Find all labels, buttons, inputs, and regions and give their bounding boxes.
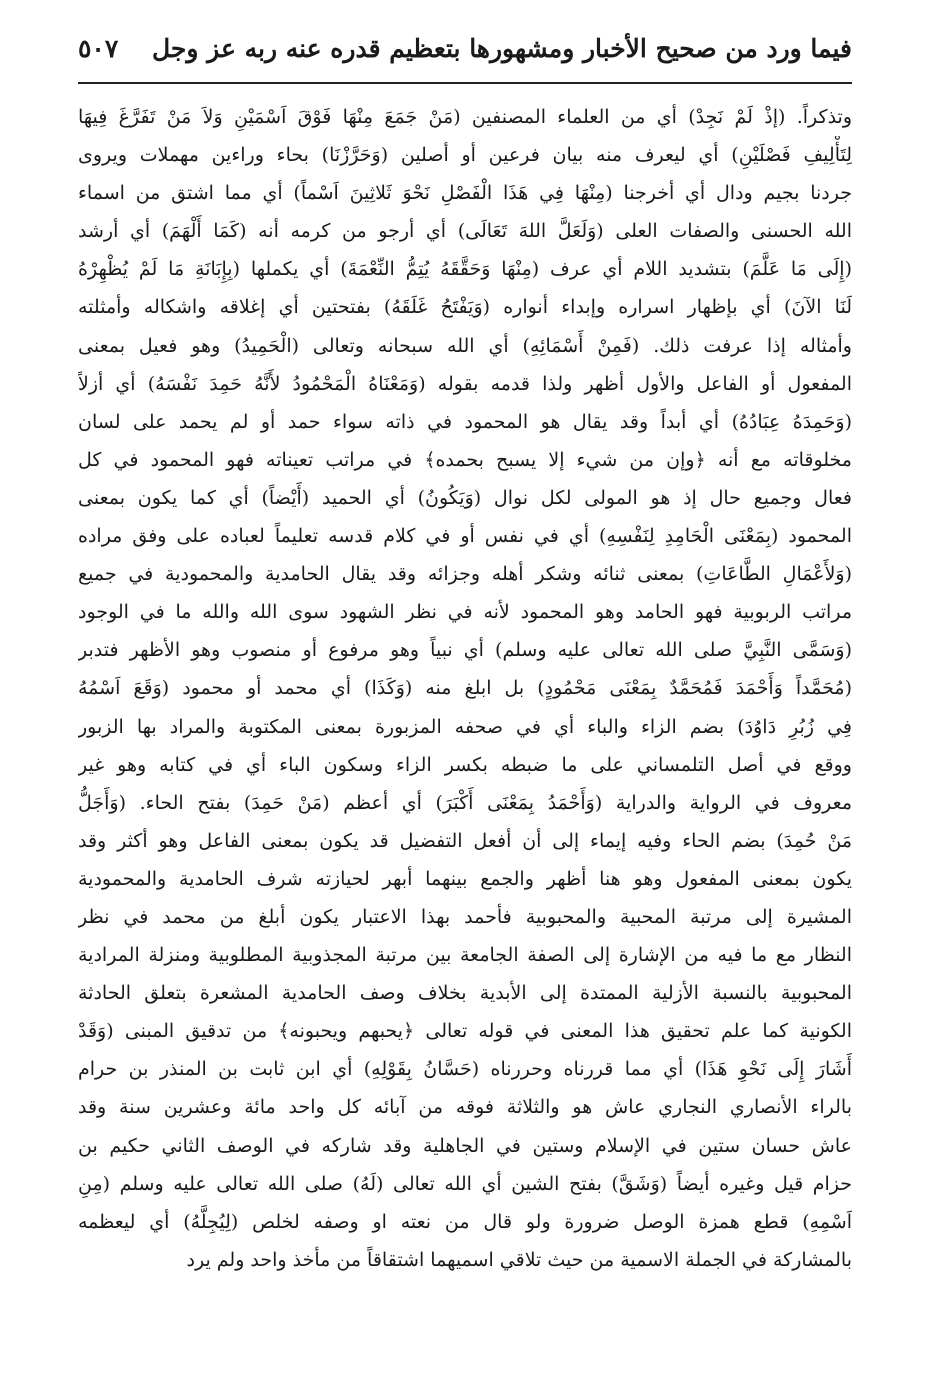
text-line: بالمشاركة في الجملة الاسمية من حيث تلاقي اسميهما اشتقاقاً من مأخذ واحد ولم يرد [186, 1248, 852, 1271]
text-line: مخلوقاته مع أنه ﴿وإن من شيء إلا يسبح بحمده﴾ في مراتب تعيناته فهو المحمود في كل [78, 448, 852, 471]
text-line: المحبوبية بالنسبة الأزلية الممتدة إلى الأبدية بخلاف وصف الحامدية المشعرة بتعلق الحادثة [78, 982, 852, 1005]
text-line: ووقع في أصل التلمساني على ما ضبطه بكسر الزاء وسكون الباء أي في كتابه وهو غير [78, 753, 852, 776]
text-line: (وَلأَعْمَالِ الطَّاعَاتِ) بمعنى ثنائه وشكر أهله وجزائه وقد يقال الحامدية والمحمودية في جميع [78, 563, 852, 586]
text-line: اَسْمِهِ) قطع همزة الوصل ضرورة ولو قال من نعته او وصفه لخلص (لِيُجِلَّهُ) أي ليعظمه [78, 1210, 852, 1233]
text-line: (إِلَى مَا عَلَّمَ) بتشديد اللام أي عرف (مِنْهَا وَحَقَّقَهُ يُتِمُّ النِّعْمَةَ) أي يكملها (بِإِبَانَةِ مَا لَمْ يُظْهِرْهُ [78, 258, 852, 281]
body-text [78, 98, 852, 1279]
running-header [78, 34, 852, 78]
text-line: وتذكراً. (إذْ لَمْ نَجِدْ) أي من العلماء المصنفين (مَنْ جَمَعَ مِنْهَا فَوْقَ اَسْمَيْنِ وَلاَ مَنْ تَفَرَّغَ فِيهَا [78, 106, 852, 128]
text-line: المفعول أو الفاعل والأول أظهر ولذا قدمه بقوله (وَمَعْنَاهُ الْمَحْمُودُ لأَنَّهُ حَمِدَ نَفْسَهُ) أي أزلاً [78, 372, 852, 395]
text-line: المحمود (بِمَعْنَى الْحَامِدِ لِنَفْسِهِ) أي في نفس أو في كلام قدسه تعليماً لعباده على وفق مراده [78, 525, 852, 548]
text-line: (وَسَمَّى النَّبِيَّ صلى الله تعالى عليه وسلم) أي نبياً وهو مرفوع أو منصوب وهو الأظهر فتدبر [78, 639, 852, 662]
text-line: المشيرة إلى مرتبة المحبية والمحبوبية فأحمد بهذا الاعتبار يكون أبلغ من محمد في نظر [78, 905, 852, 928]
text-line: الكونية كما علم تحقيق هذا المعنى في قوله تعالى ﴿يحبهم ويحبونه﴾ من تدقيق المبنى (وَقَدْ [78, 1020, 852, 1043]
text-line: حزام قيل وغيره أيضاً (وَشَقَّ) بفتح الشين أي الله تعالى (لَهُ) صلى الله تعالى عليه وسلم (مِنِ [78, 1172, 852, 1195]
text-line: يكون بمعنى المفعول وهو هنا أظهر والجمع بينهما أبهر لحيازته شرف الحامدية والمحمودية [78, 867, 852, 890]
text-line: فعال وجميع حال إذ هو المولى لكل نوال (وَيَكُونُ) أي الحميد (أَيْضاً) أي كما يكون بمعنى [78, 486, 852, 509]
header-rule [78, 82, 852, 84]
text-line: مراتب الربوبية فهو الحامد وهو المحمود لأنه في نظر الشهود سوى الله والله ما في الوجود [78, 601, 852, 624]
page-number: ٥٠٧ [78, 34, 119, 63]
text-line: وأمثاله إذا عرفت ذلك. (فَمِنْ أَسْمَائِهِ) أي الله سبحانه وتعالى (الْحَمِيدُ) وهو فعيل بمعنى [78, 334, 852, 357]
text-line: لَنَا الآنَ) أي بإظهار اسراره وإبداء أنواره (وَيَفْتَحُ غَلَقَهُ) بفتحتين أي إغلاقه واشكاله وأمثلته [78, 296, 852, 319]
text-line: معروف في الرواية والدراية (وَأَحْمَدُ بِمَعْنَى أَكْبَرَ) أي أعظم (مَنْ حَمِدَ) بفتح الحاء. (وَأَجَلُّ [78, 791, 852, 814]
text-line: جردنا بجيم ودال أي أخرجنا (مِنْهَا فِي هَذَا الْفَصْلِ نَحْوَ ثَلاثِينَ اَسْماً) أي مما اشتق من اسماء [78, 182, 852, 205]
text-line: مَنْ حُمِدَ) بضم الحاء وفيه إيماء إلى أن أفعل التفضيل قد يكون بمعنى الفاعل وهو أكثر وقد [78, 829, 852, 852]
text-line: النظار مع ما فيه من الإشارة إلى الصفة الجامعة بين مرتبة المجذوبية المطلوبية ومنزلة المرادية [78, 944, 852, 967]
text-line: عاش حسان ستين في الإسلام وستين في الجاهلية وقد شاركه في الوصف الثاني حكيم بن [78, 1134, 852, 1157]
header-title: فيما ورد من صحيح الأخبار ومشهورها بتعظيم قدره عنه ربه عز وجل [152, 34, 852, 63]
text-line: الله الحسنى والصفات العلى (وَلَعَلَّ اللهَ تَعَالَى) أي أرجو من كرمه أنه (كَمَا أَلْهَمَ) أي أرشد [78, 220, 852, 243]
text-line: (مُحَمَّداً وَأَحْمَدَ فَمُحَمَّدٌ بِمَعْنَى مَحْمُودٍ) بل ابلغ منه (وَكَذَا) أي محمد أو محمود (وَقَعَ اَسْمُهُ [78, 677, 852, 700]
text-line: لِتَأْلِيفِ فَصْلَيْنِ) أي ليعرف منه بيان فرعين أو أصلين (وَحَرَّزْنَا) بحاء وراءين مهملات ويروى [78, 144, 852, 167]
text-line: فِي زُبُرِ دَاوُدَ) بضم الزاء والباء أي في صحفه المزبورة بمعنى المكتوبة والمراد بها الزبور [78, 715, 852, 738]
text-line: (وَحَمِدَهُ عِبَادُهُ) أي أبداً وقد يقال هو المحمود في ذاته سواء حمد أو لم يحمد على لسان [78, 410, 852, 433]
text-line: بالراء الأنصاري النجاري عاش هو والثلاثة فوقه من آبائه كل واحد مائة وعشرين سنة وقد [78, 1096, 852, 1119]
text-line: أَشَارَ إِلَى نَحْوِ هَذَا) أي مما قررناه وحررناه (حَسَّانُ بِقَوْلِهِ) أي ابن ثابت بن المنذر بن حرام [78, 1058, 852, 1081]
